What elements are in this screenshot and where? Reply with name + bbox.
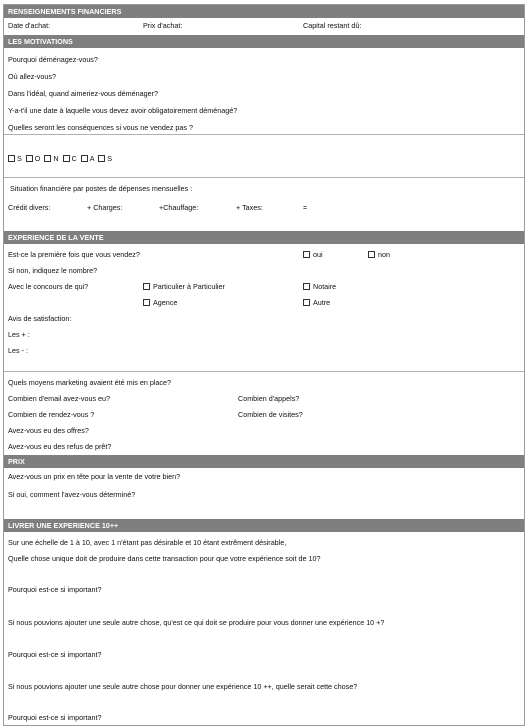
pourquoi-question-1: Pourquoi est-ce si important? (8, 585, 102, 594)
divider (4, 134, 524, 135)
checkbox-oui[interactable] (303, 251, 310, 258)
checkbox-s1[interactable] (8, 155, 15, 162)
autre-label: Autre (313, 298, 331, 307)
equals-label: = (303, 203, 308, 212)
motivation-q4: Y-a-t'il une date à laquelle vous devez avoir obligatoirement déménagé? (8, 106, 238, 115)
checkbox-n[interactable] (44, 155, 51, 162)
section-header-renseignements: RENSEIGNEMENTS FINANCIERS (4, 5, 524, 18)
non-option[interactable] (368, 250, 390, 260)
motivation-q5: Quelles seront les conséquences si vous ne vendez pas ? (8, 123, 193, 132)
taxes-label: + Taxes: (236, 203, 263, 212)
section-header-prix: PRIX (4, 455, 524, 468)
chauffage-label: +Chauffage: (159, 203, 199, 212)
sonca-checkbox-row (8, 154, 112, 164)
section-header-livrer: LIVRER UNE EXPERIENCE 10++ (4, 519, 524, 532)
premiere-fois-question: Est-ce la première fois que vous vendez? (8, 250, 140, 259)
charges-label: + Charges: (87, 203, 123, 212)
rdv-question: Combien de rendez-vous ? (8, 410, 95, 419)
refus-question: Avez-vous eu des refus de prêt? (8, 442, 112, 451)
credit-divers-label: Crédit divers: (8, 203, 51, 212)
offres-question: Avez-vous eu des offres? (8, 426, 89, 435)
chose-unique-question: Quelle chose unique doit de produire dans cette transaction pour que votre expérience soit de 10? (8, 554, 321, 563)
checkbox-label: S (17, 154, 22, 163)
checkbox-label: C (71, 154, 77, 163)
checkbox-label: N (53, 154, 59, 163)
date-achat-label: Date d'achat: (8, 21, 51, 30)
autre-chose-question-1: Si nous pouvions ajouter une seule autre chose, qu'est ce qui doit se produire pour vous donner une expérience 10 +? (8, 618, 385, 627)
visites-question: Combien de visites? (238, 410, 303, 419)
prix-question-2: Si oui, comment l'avez-vous déterminé? (8, 490, 136, 499)
checkbox-non[interactable] (368, 251, 375, 258)
les-plus-label: Les + : (8, 330, 30, 339)
situation-financiere-label: Situation financière par postes de dépenses mensuelles : (10, 184, 193, 193)
divider (4, 177, 524, 178)
checkbox-s2[interactable] (98, 155, 105, 162)
pourquoi-question-3: Pourquoi est-ce si important? (8, 713, 102, 722)
autre-option[interactable] (303, 298, 330, 308)
oui-option[interactable] (303, 250, 323, 260)
motivation-q3: Dans l'idéal, quand aimeriez-vous déménager? (8, 89, 159, 98)
si-non-question: Si non, indiquez le nombre? (8, 266, 98, 275)
notaire-option[interactable] (303, 282, 336, 292)
checkbox-label: A (89, 154, 95, 163)
oui-label: oui (313, 250, 323, 259)
motivation-q1: Pourquoi déménagez-vous? (8, 55, 98, 64)
agence-label: Agence (153, 298, 178, 307)
avis-satisfaction-label: Avis de satisfaction: (8, 314, 72, 323)
motivation-q2: Où allez-vous? (8, 72, 56, 81)
prix-question-1: Avez-vous un prix en tête pour la vente de votre bien? (8, 472, 181, 481)
pourquoi-question-2: Pourquoi est-ce si important? (8, 650, 102, 659)
email-question: Combien d'email avez-vous eu? (8, 394, 111, 403)
checkbox-label: O (34, 154, 41, 163)
prix-achat-label: Prix d'achat: (143, 21, 183, 30)
section-header-experience: EXPERIENCE DE LA VENTE (4, 231, 524, 244)
autre-chose-question-2: Si nous pouvions ajouter une seule autre chose pour donner une expérience 10 ++, quelle serait cette chose? (8, 682, 358, 691)
agence-option[interactable] (143, 298, 177, 308)
appels-question: Combien d'appels? (238, 394, 300, 403)
checkbox-particulier[interactable] (143, 283, 150, 290)
notaire-label: Notaire (313, 282, 337, 291)
capital-label: Capital restant dû: (303, 21, 362, 30)
checkbox-agence[interactable] (143, 299, 150, 306)
checkbox-notaire[interactable] (303, 283, 310, 290)
echelle-text: Sur une échelle de 1 à 10, avec 1 n'étant pas désirable et 10 étant extrêment désirable, (8, 538, 287, 547)
section-header-motivations: LES MOTIVATIONS (4, 35, 524, 48)
divider (4, 371, 524, 372)
marketing-question: Quels moyens marketing avaient été mis en place? (8, 378, 171, 387)
checkbox-o[interactable] (26, 155, 33, 162)
particulier-label: Particulier à Particulier (153, 282, 225, 291)
non-label: non (378, 250, 390, 259)
concours-question: Avec le concours de qui? (8, 282, 89, 291)
checkbox-autre[interactable] (303, 299, 310, 306)
particulier-option[interactable] (143, 282, 225, 292)
form-sheet (3, 4, 525, 726)
checkbox-c[interactable] (63, 155, 70, 162)
les-moins-label: Les - : (8, 346, 28, 355)
checkbox-label: S (107, 154, 112, 163)
checkbox-a[interactable] (81, 155, 88, 162)
